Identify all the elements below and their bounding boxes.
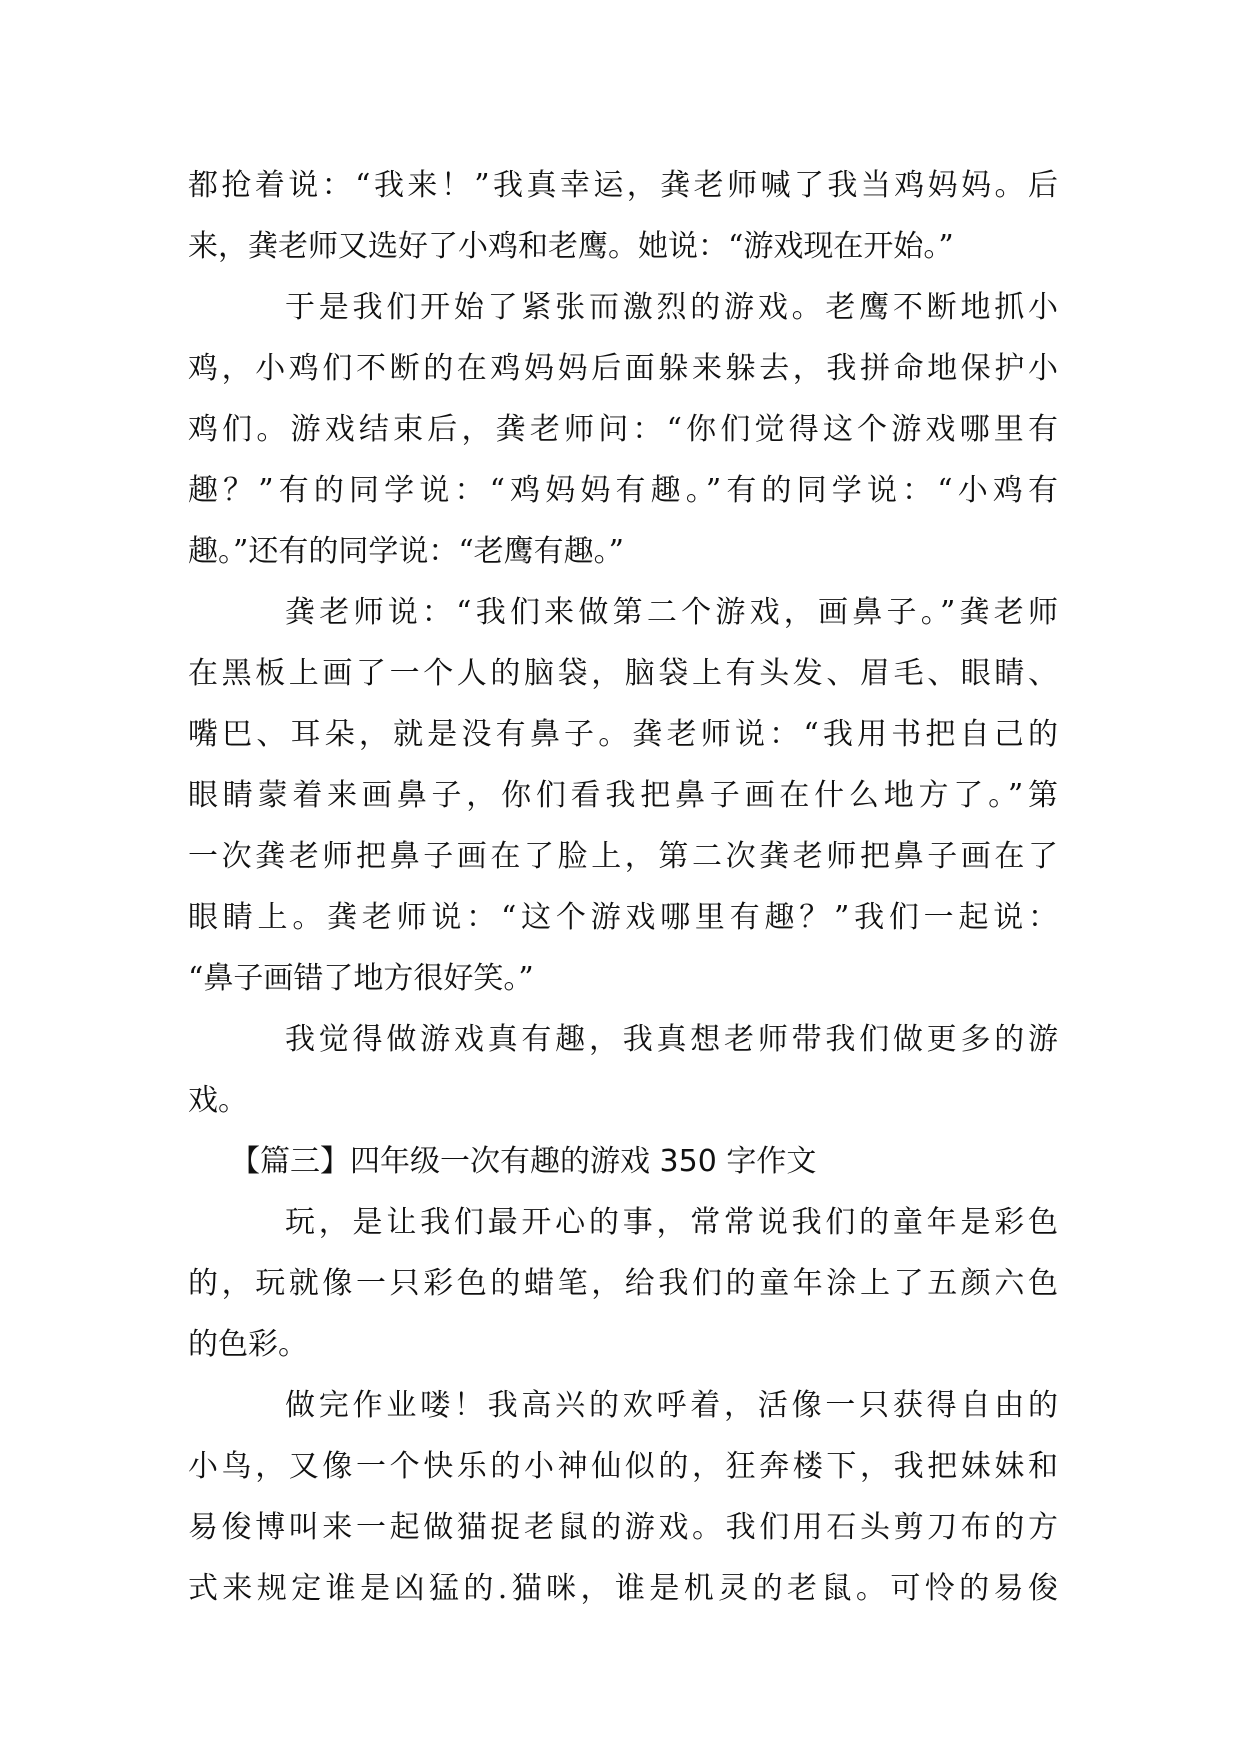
text-line: 来，龚老师又选好了小鸡和老鹰。她说：“游戏现在开始。” <box>188 229 954 264</box>
text-line: 式来规定谁是凶猛的.猫咪，谁是机灵的老鼠。可怜的易俊 <box>188 1571 1058 1606</box>
text-line: 一次龚老师把鼻子画在了脸上，第二次龚老师把鼻子画在了 <box>188 839 1058 874</box>
text-line: 趣。”还有的同学说：“老鹰有趣。” <box>188 534 625 569</box>
text-line: 眼睛蒙着来画鼻子，你们看我把鼻子画在什么地方了。”第 <box>188 778 1058 813</box>
document-body <box>188 155 1058 1619</box>
text-line: 鸡，小鸡们不断的在鸡妈妈后面躲来躲去，我拼命地保护小 <box>188 351 1058 386</box>
text-line: 于是我们开始了紧张而激烈的游戏。老鹰不断地抓小 <box>285 290 1058 325</box>
text-line: 都抢着说：“我来！”我真幸运，龚老师喊了我当鸡妈妈。后 <box>188 168 1058 203</box>
text-line: 戏。 <box>188 1083 248 1118</box>
text-line: 鸡们。游戏结束后，龚老师问：“你们觉得这个游戏哪里有 <box>188 412 1058 447</box>
text-line: 我觉得做游戏真有趣，我真想老师带我们做更多的游 <box>285 1022 1058 1057</box>
text-line: 龚老师说：“我们来做第二个游戏，画鼻子。”龚老师 <box>285 595 1058 630</box>
text-line: 眼睛上。龚老师说：“这个游戏哪里有趣？”我们一起说： <box>188 900 1058 935</box>
text-line: 玩，是让我们最开心的事，常常说我们的童年是彩色 <box>285 1205 1058 1240</box>
text-line: 易俊博叫来一起做猫捉老鼠的游戏。我们用石头剪刀布的方 <box>188 1510 1058 1545</box>
text-line: “鼻子画错了地方很好笑。” <box>188 961 534 996</box>
text-line: 在黑板上画了一个人的脑袋，脑袋上有头发、眉毛、眼睛、 <box>188 656 1058 691</box>
text-line: 做完作业喽！我高兴的欢呼着，活像一只获得自由的 <box>285 1388 1058 1423</box>
text-line: 的色彩。 <box>188 1327 308 1362</box>
section-heading: 【篇三】四年级一次有趣的游戏 350 字作文 <box>230 1144 817 1179</box>
text-line: 的，玩就像一只彩色的蜡笔，给我们的童年涂上了五颜六色 <box>188 1266 1058 1301</box>
text-line: 趣？”有的同学说：“鸡妈妈有趣。”有的同学说：“小鸡有 <box>188 473 1058 508</box>
text-line: 嘴巴、耳朵，就是没有鼻子。龚老师说：“我用书把自己的 <box>188 717 1058 752</box>
text-line: 小鸟，又像一个快乐的小神仙似的，狂奔楼下，我把妹妹和 <box>188 1449 1058 1484</box>
